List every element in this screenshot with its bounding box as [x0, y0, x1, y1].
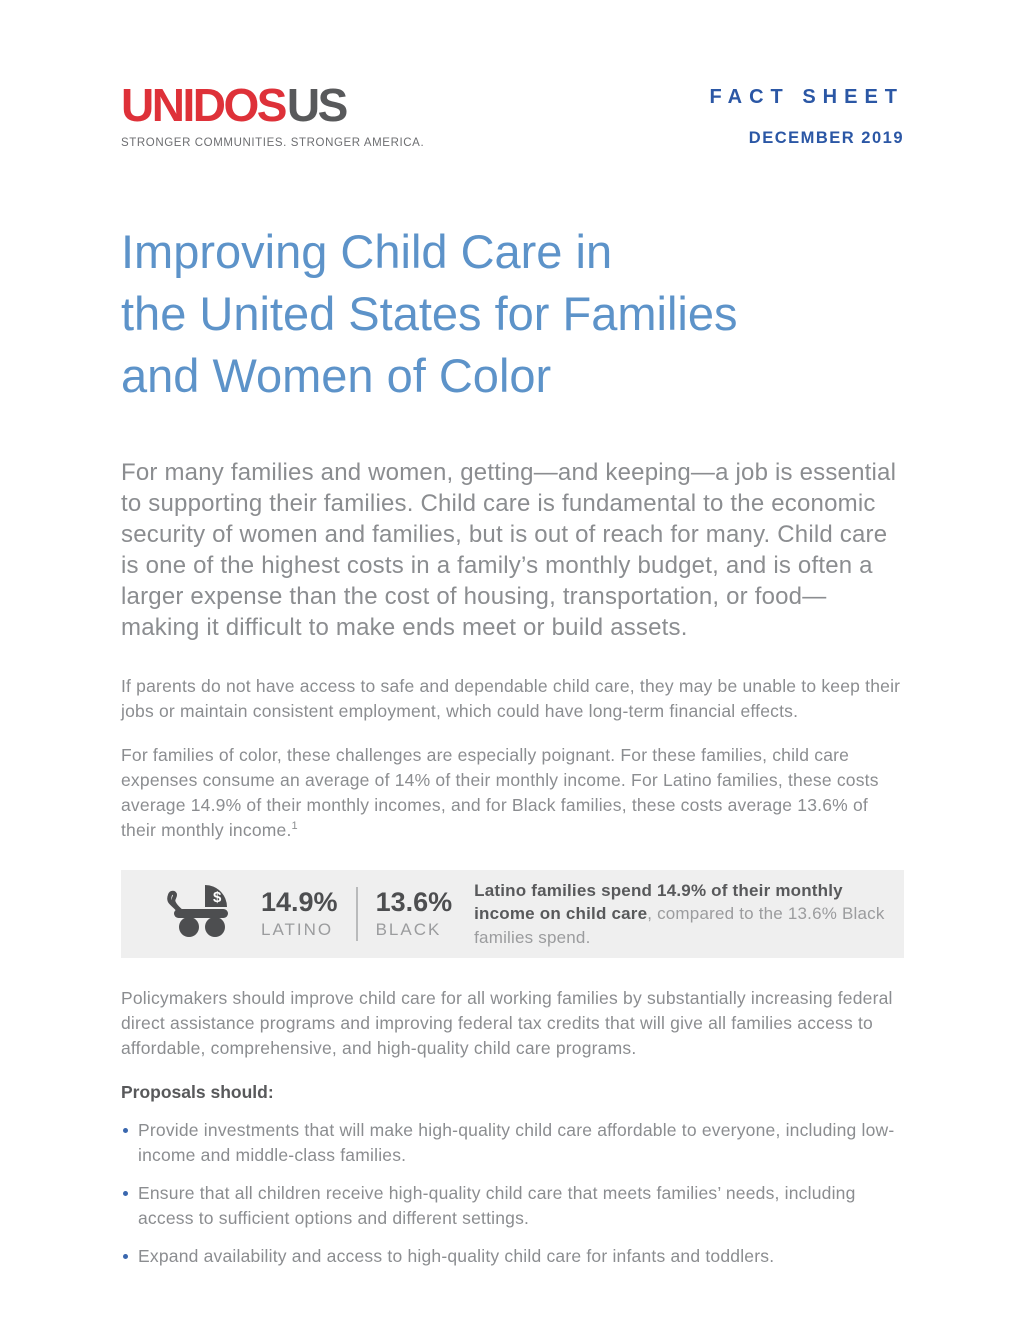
paragraph-families-of-color-text: For families of color, these challenges are especially poignant. For these families, child care expenses consume an average of 14% of their monthly income. For Latino families, these costs average 14.9% of their monthly incomes, and for Black families, these costs average 13.6% of their monthly income.	[121, 745, 879, 840]
stat-latino	[261, 888, 338, 940]
bullet-dot-icon	[123, 1128, 128, 1133]
list-item	[121, 1118, 904, 1168]
list-item	[121, 1181, 904, 1231]
doc-date: DECEMBER 2019	[748, 129, 904, 147]
paragraph-policymakers: Policymakers should improve child care for all working families by substantially increasing federal direct assistance programs and improving federal tax credits that will give all families access to affordable, comprehensive, and high-quality child care programs.	[121, 988, 893, 1058]
list-item	[121, 1244, 904, 1269]
proposal-text-3: Expand availability and access to high-quality child care for infants and toddlers.	[138, 1246, 775, 1266]
stat-black	[376, 888, 453, 940]
title-line-2: the United States for Families	[121, 287, 738, 340]
stat-black-label: BLACK	[375, 919, 442, 939]
stat-callout-box	[121, 870, 904, 958]
unidosus-logo	[121, 79, 425, 149]
logo-us-text: US	[286, 79, 346, 131]
stat-divider	[356, 887, 358, 941]
logo-tagline: STRONGER COMMUNITIES. STRONGER AMERICA.	[121, 137, 425, 149]
stat-latino-label: LATINO	[261, 919, 334, 939]
page-header	[121, 79, 904, 149]
callout-message	[474, 879, 886, 950]
paragraph-families-of-color	[121, 743, 904, 843]
proposal-text-2: Ensure that all children receive high-quality child care that meets families’ needs, including access to sufficient options and different settings.	[138, 1183, 856, 1228]
title-line-1: Improving Child Care in	[121, 225, 613, 278]
stat-latino-value: 14.9%	[261, 887, 338, 918]
logo-unidos-text: UNIDOS	[121, 79, 285, 131]
logo-wordmark	[121, 79, 424, 131]
title-line-3: and Women of Color	[121, 349, 552, 402]
intro-paragraph: For many families and women, getting—and keeping—a job is essential to supporting their families. Child care is fundamental to the economic security of women and families, but is out of reach for many. Child care is one of the highest costs in a family’s monthly budget, and is often a larger expense than the cost of housing, transportation, or food—making it difficult to make ends meet or build assets.	[121, 459, 897, 641]
header-meta	[710, 82, 904, 148]
bullet-dot-icon	[123, 1191, 128, 1196]
stat-group	[261, 887, 452, 941]
dollar-sign-glyph: $	[213, 889, 222, 906]
proposal-text-1: Provide investments that will make high-quality child care affordable to everyone, including low-income and middle-class families.	[138, 1120, 895, 1165]
callout-message-rest: , compared to the 13.6% Black families spend.	[474, 904, 885, 947]
page-title	[121, 221, 904, 407]
callout-message-bold: Latino families spend 14.9% of their monthly income on child care	[474, 880, 843, 924]
paragraph-access: If parents do not have access to safe and dependable child care, they may be unable to keep their jobs or maintain consistent employment, which could have long-term financial effects.	[121, 676, 901, 721]
stroller-dollar-icon	[165, 883, 237, 945]
doc-type-label: FACT SHEET	[709, 86, 904, 108]
bullet-dot-icon	[123, 1254, 128, 1259]
proposals-list	[121, 1118, 904, 1269]
proposals-heading: Proposals should:	[121, 1082, 274, 1102]
footnote-marker: 1	[291, 820, 298, 833]
stat-black-value: 13.6%	[375, 887, 453, 918]
